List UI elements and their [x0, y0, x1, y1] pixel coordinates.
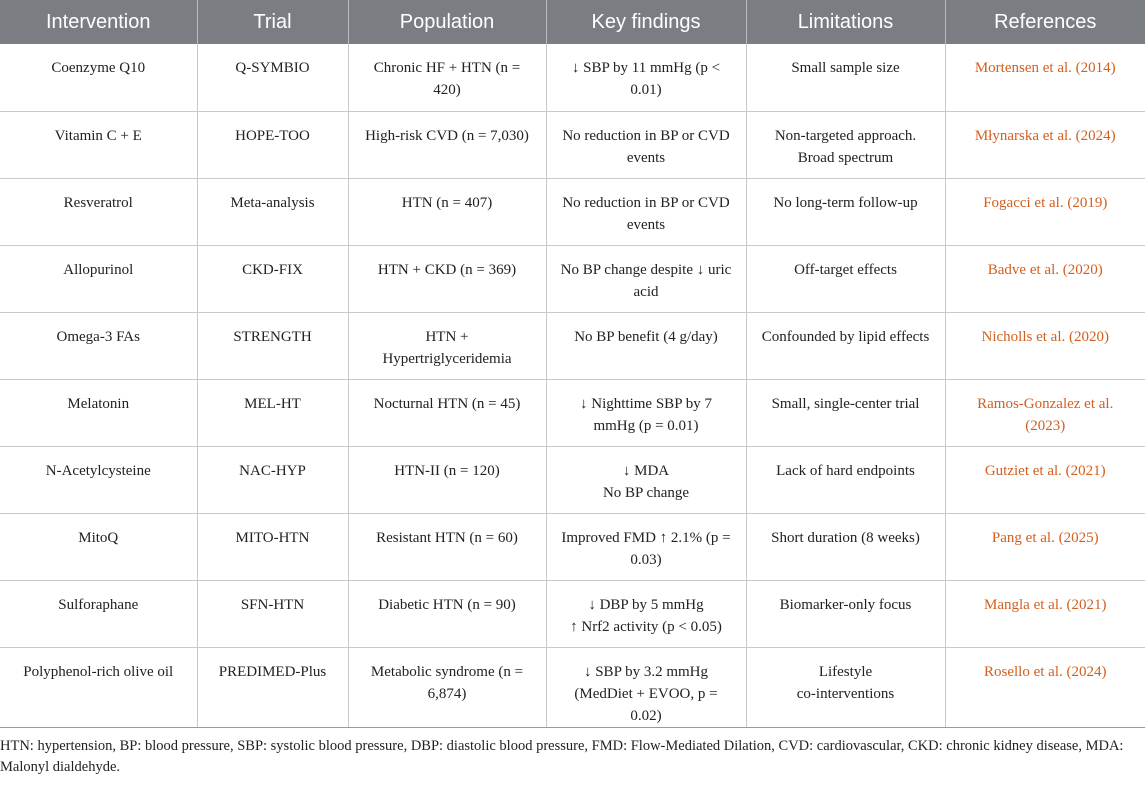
intervention-cell: Allopurinol	[0, 245, 197, 312]
trial-cell: PREDIMED-Plus	[197, 647, 348, 727]
intervention-cell: Vitamin C + E	[0, 111, 197, 178]
key-findings-cell: ↓ Nighttime SBP by 7 mmHg (p = 0.01)	[546, 379, 746, 446]
intervention-cell: Melatonin	[0, 379, 197, 446]
header-references: References	[945, 0, 1145, 44]
reference-link[interactable]: Gutziet et al. (2021)	[945, 446, 1145, 513]
header-trial: Trial	[197, 0, 348, 44]
key-findings-cell: Improved FMD ↑ 2.1% (p = 0.03)	[546, 513, 746, 580]
intervention-cell: Resveratrol	[0, 178, 197, 245]
intervention-cell: MitoQ	[0, 513, 197, 580]
table-body	[0, 44, 1145, 727]
reference-link[interactable]: Młynarska et al. (2024)	[945, 111, 1145, 178]
intervention-cell: Coenzyme Q10	[0, 44, 197, 111]
table-row	[0, 44, 1145, 111]
trial-cell: Q-SYMBIO	[197, 44, 348, 111]
population-cell: Diabetic HTN (n = 90)	[348, 580, 546, 647]
population-cell: HTN (n = 407)	[348, 178, 546, 245]
key-findings-cell: No BP change despite ↓ uric acid	[546, 245, 746, 312]
population-cell: HTN + CKD (n = 369)	[348, 245, 546, 312]
key-findings-cell: ↓ MDA No BP change	[546, 446, 746, 513]
trial-cell: MITO-HTN	[197, 513, 348, 580]
table-row	[0, 111, 1145, 178]
header-limitations: Limitations	[746, 0, 945, 44]
population-cell: HTN-II (n = 120)	[348, 446, 546, 513]
reference-link[interactable]: Rosello et al. (2024)	[945, 647, 1145, 727]
population-cell: High-risk CVD (n = 7,030)	[348, 111, 546, 178]
reference-link[interactable]: Ramos-Gonzalez et al. (2023)	[945, 379, 1145, 446]
population-cell: Metabolic syndrome (n = 6,874)	[348, 647, 546, 727]
trial-cell: SFN-HTN	[197, 580, 348, 647]
limitations-cell: Non-targeted approach. Broad spectrum	[746, 111, 945, 178]
limitations-cell: No long-term follow-up	[746, 178, 945, 245]
table-row	[0, 647, 1145, 727]
limitations-cell: Confounded by lipid effects	[746, 312, 945, 379]
limitations-cell: Lack of hard endpoints	[746, 446, 945, 513]
reference-link[interactable]: Badve et al. (2020)	[945, 245, 1145, 312]
population-cell: HTN + Hypertriglyceridemia	[348, 312, 546, 379]
table-row	[0, 245, 1145, 312]
limitations-cell: Short duration (8 weeks)	[746, 513, 945, 580]
limitations-cell: Small, single-center trial	[746, 379, 945, 446]
table-footnote: HTN: hypertension, BP: blood pressure, SBP: systolic blood pressure, DBP: diastolic blood pressure, FMD: Flow-Mediated Dilation, CVD: cardiovascular, CKD: chronic kidney disease, MDA: Malonyl dialdehyde.	[0, 737, 1124, 775]
trial-cell: MEL-HT	[197, 379, 348, 446]
limitations-cell: Small sample size	[746, 44, 945, 111]
intervention-cell: N-Acetylcysteine	[0, 446, 197, 513]
reference-link[interactable]: Fogacci et al. (2019)	[945, 178, 1145, 245]
table-row	[0, 312, 1145, 379]
key-findings-cell: ↓ SBP by 11 mmHg (p < 0.01)	[546, 44, 746, 111]
reference-link[interactable]: Pang et al. (2025)	[945, 513, 1145, 580]
header-intervention: Intervention	[0, 0, 197, 44]
header-row	[0, 0, 1145, 44]
table-row	[0, 379, 1145, 446]
intervention-cell: Polyphenol-rich olive oil	[0, 647, 197, 727]
table-row	[0, 580, 1145, 647]
intervention-cell: Omega-3 FAs	[0, 312, 197, 379]
reference-link[interactable]: Nicholls et al. (2020)	[945, 312, 1145, 379]
trial-cell: NAC-HYP	[197, 446, 348, 513]
trial-cell: HOPE-TOO	[197, 111, 348, 178]
key-findings-cell: No reduction in BP or CVD events	[546, 178, 746, 245]
table-header	[0, 0, 1145, 44]
trial-cell: Meta-analysis	[197, 178, 348, 245]
reference-link[interactable]: Mortensen et al. (2014)	[945, 44, 1145, 111]
key-findings-cell: No reduction in BP or CVD events	[546, 111, 746, 178]
limitations-cell: Off-target effects	[746, 245, 945, 312]
reference-link[interactable]: Mangla et al. (2021)	[945, 580, 1145, 647]
key-findings-cell: No BP benefit (4 g/day)	[546, 312, 746, 379]
table-row	[0, 178, 1145, 245]
table-row	[0, 446, 1145, 513]
header-key-findings: Key findings	[546, 0, 746, 44]
trial-cell: CKD-FIX	[197, 245, 348, 312]
population-cell: Nocturnal HTN (n = 45)	[348, 379, 546, 446]
key-findings-cell: ↓ SBP by 3.2 mmHg (MedDiet + EVOO, p = 0.02)	[546, 647, 746, 727]
limitations-cell: Biomarker-only focus	[746, 580, 945, 647]
limitations-cell: Lifestyle co-interventions	[746, 647, 945, 727]
intervention-cell: Sulforaphane	[0, 580, 197, 647]
population-cell: Resistant HTN (n = 60)	[348, 513, 546, 580]
trial-cell: STRENGTH	[197, 312, 348, 379]
key-findings-cell: ↓ DBP by 5 mmHg ↑ Nrf2 activity (p < 0.05)	[546, 580, 746, 647]
table-row	[0, 513, 1145, 580]
population-cell: Chronic HF + HTN (n = 420)	[348, 44, 546, 111]
header-population: Population	[348, 0, 546, 44]
